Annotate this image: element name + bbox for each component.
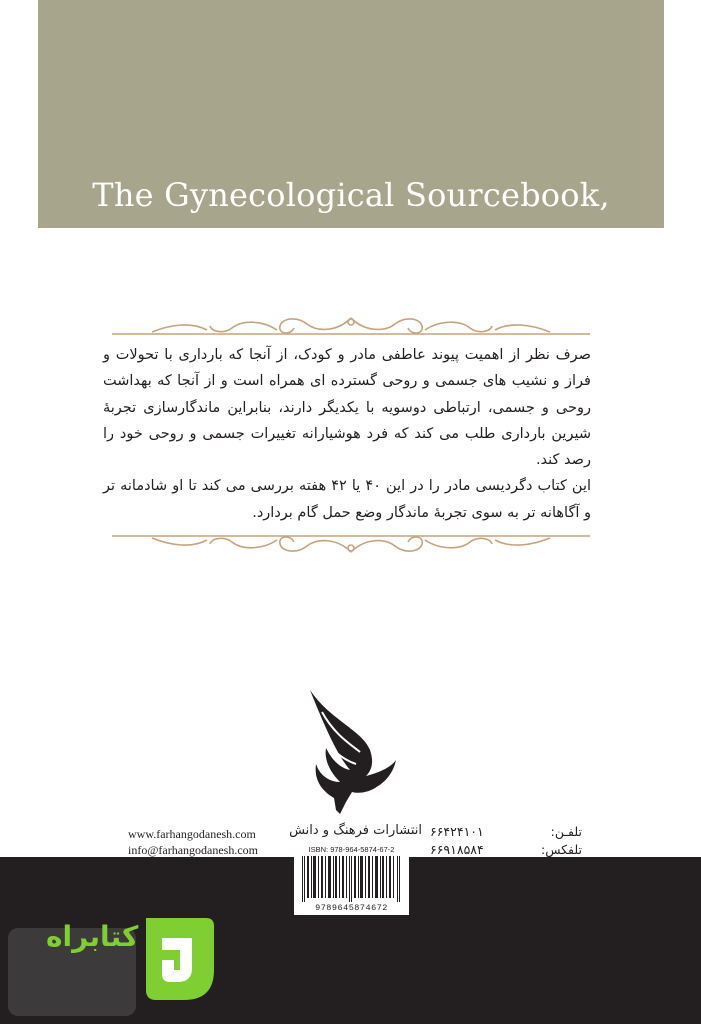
blurb-paragraph-1: صرف نظر از اهمیت پیوند عاطفی مادر و کودک، از آنجا که بارداری با تحولات و فراز و نشیب های جسمی و روحی گسترده ای همراه است و از آنجا که بهداشت روحی و جسمی، ارتباطی دوسویه با یکدیگر دارند، بنابراین ماندگارسازی تجربهٔ شیرین بارداری طلب می کند که فرد هوشیارانه تغییرات جسمی و روحی خود را رصد کند. xyxy=(103,347,591,469)
publisher-contact-web xyxy=(128,826,258,858)
book-title: The Gynecological Sourcebook, xyxy=(92,176,610,214)
barcode xyxy=(294,843,409,915)
title-band xyxy=(38,0,664,228)
email-link[interactable]: info@farhangodanesh.com xyxy=(128,843,259,857)
fax-number: ۶۶۹۱۸۵۸۴ xyxy=(430,842,484,857)
publisher-phones xyxy=(430,823,582,859)
ornament-bottom xyxy=(112,530,590,558)
website-link[interactable]: www.farhangodanesh.com xyxy=(128,827,256,841)
barcode-bars xyxy=(302,856,401,902)
fax-label: تلفکس: xyxy=(541,842,582,857)
publisher-name: انتشارات فرهنگ و دانش xyxy=(289,823,422,838)
blurb-paragraph-2: این کتاب دگردیسی مادر را در این ۴۰ یا ۴۲ هفته بررسی می کند تا او شادمانه تر و آگاهانه تر به سوی تجربهٔ ماندگار وضع حمل گام بردارد. xyxy=(103,478,592,521)
barcode-number: 9789645874672 xyxy=(315,903,388,913)
phone-label: تلفـن: xyxy=(550,824,582,839)
ornament-top xyxy=(112,312,590,340)
publisher-logo-bird-icon xyxy=(300,690,402,816)
phone-row xyxy=(430,823,582,841)
back-cover-blurb xyxy=(103,342,591,526)
watermark-text: کتابراه xyxy=(46,920,139,953)
phone-number: ۶۶۴۲۴۱۰۱ xyxy=(430,824,484,839)
isbn-text: ISBN: 978-964-5874-67-2 xyxy=(308,845,395,854)
